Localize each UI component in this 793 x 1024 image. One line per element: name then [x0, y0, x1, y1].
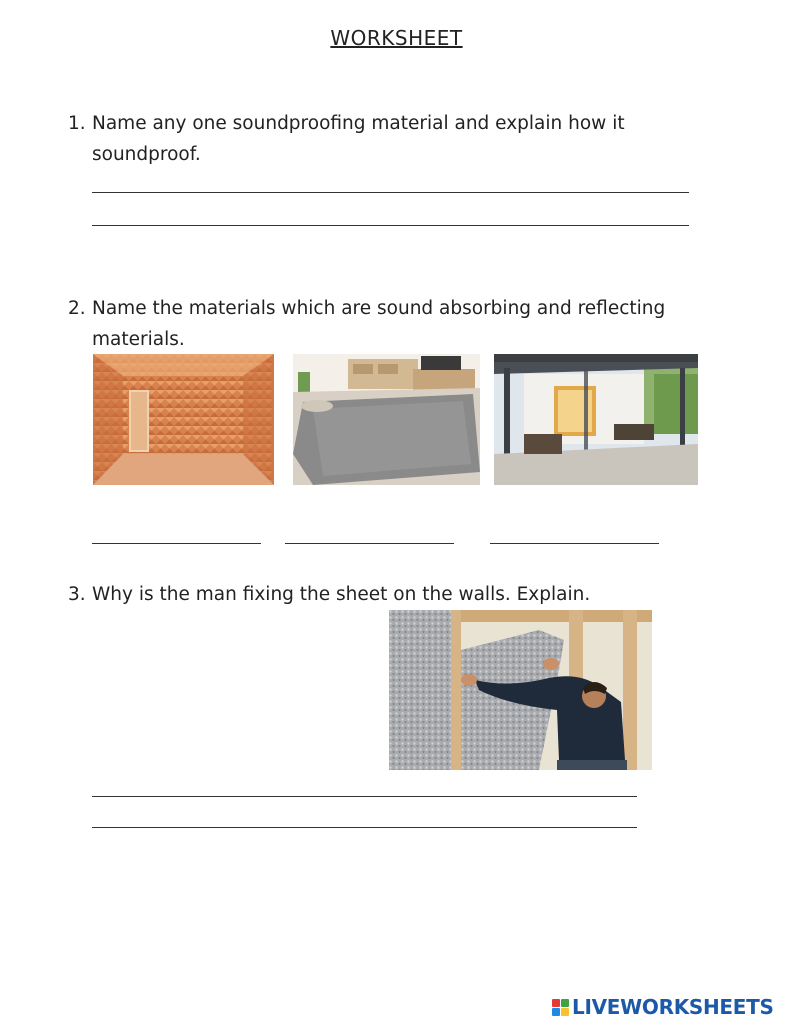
answer-line-1b[interactable] — [92, 225, 689, 226]
answer-line-2c[interactable] — [490, 543, 659, 544]
answer-line-3a[interactable] — [92, 796, 637, 797]
question-3-number: 3. — [68, 584, 86, 605]
glass-room-image — [494, 354, 698, 485]
liveworksheets-logo — [552, 994, 774, 1020]
insulation-image — [389, 610, 652, 770]
answer-line-3b[interactable] — [92, 827, 637, 828]
question-2-text-line1: Name the materials which are sound absorbing and reflecting — [92, 298, 666, 319]
question-2-text-line2: materials. — [92, 329, 185, 350]
question-1-number: 1. — [68, 113, 86, 134]
logo-square-red — [552, 999, 560, 1007]
liveworksheets-logo-text: LIVEWORKSHEETS — [572, 995, 774, 1019]
answer-line-1a[interactable] — [92, 192, 689, 193]
question-1-text-line1: Name any one soundproofing material and explain how it — [92, 113, 625, 134]
question-2-number: 2. — [68, 298, 86, 319]
question-3-text-line1: Why is the man fixing the sheet on the walls. Explain. — [92, 584, 591, 605]
question-1 — [68, 108, 625, 170]
liveworksheets-logo-icon — [552, 999, 569, 1016]
worksheet-title: WORKSHEET — [330, 26, 463, 50]
carpet-image — [293, 354, 480, 485]
logo-square-green — [561, 999, 569, 1007]
question-1-text-line2: soundproof. — [92, 144, 201, 165]
question-3 — [68, 579, 590, 610]
logo-square-yellow — [561, 1008, 569, 1016]
answer-line-2a[interactable] — [92, 543, 261, 544]
answer-line-2b[interactable] — [285, 543, 454, 544]
foam-room-image — [93, 354, 274, 485]
logo-square-blue — [552, 1008, 560, 1016]
question-2 — [68, 293, 665, 355]
